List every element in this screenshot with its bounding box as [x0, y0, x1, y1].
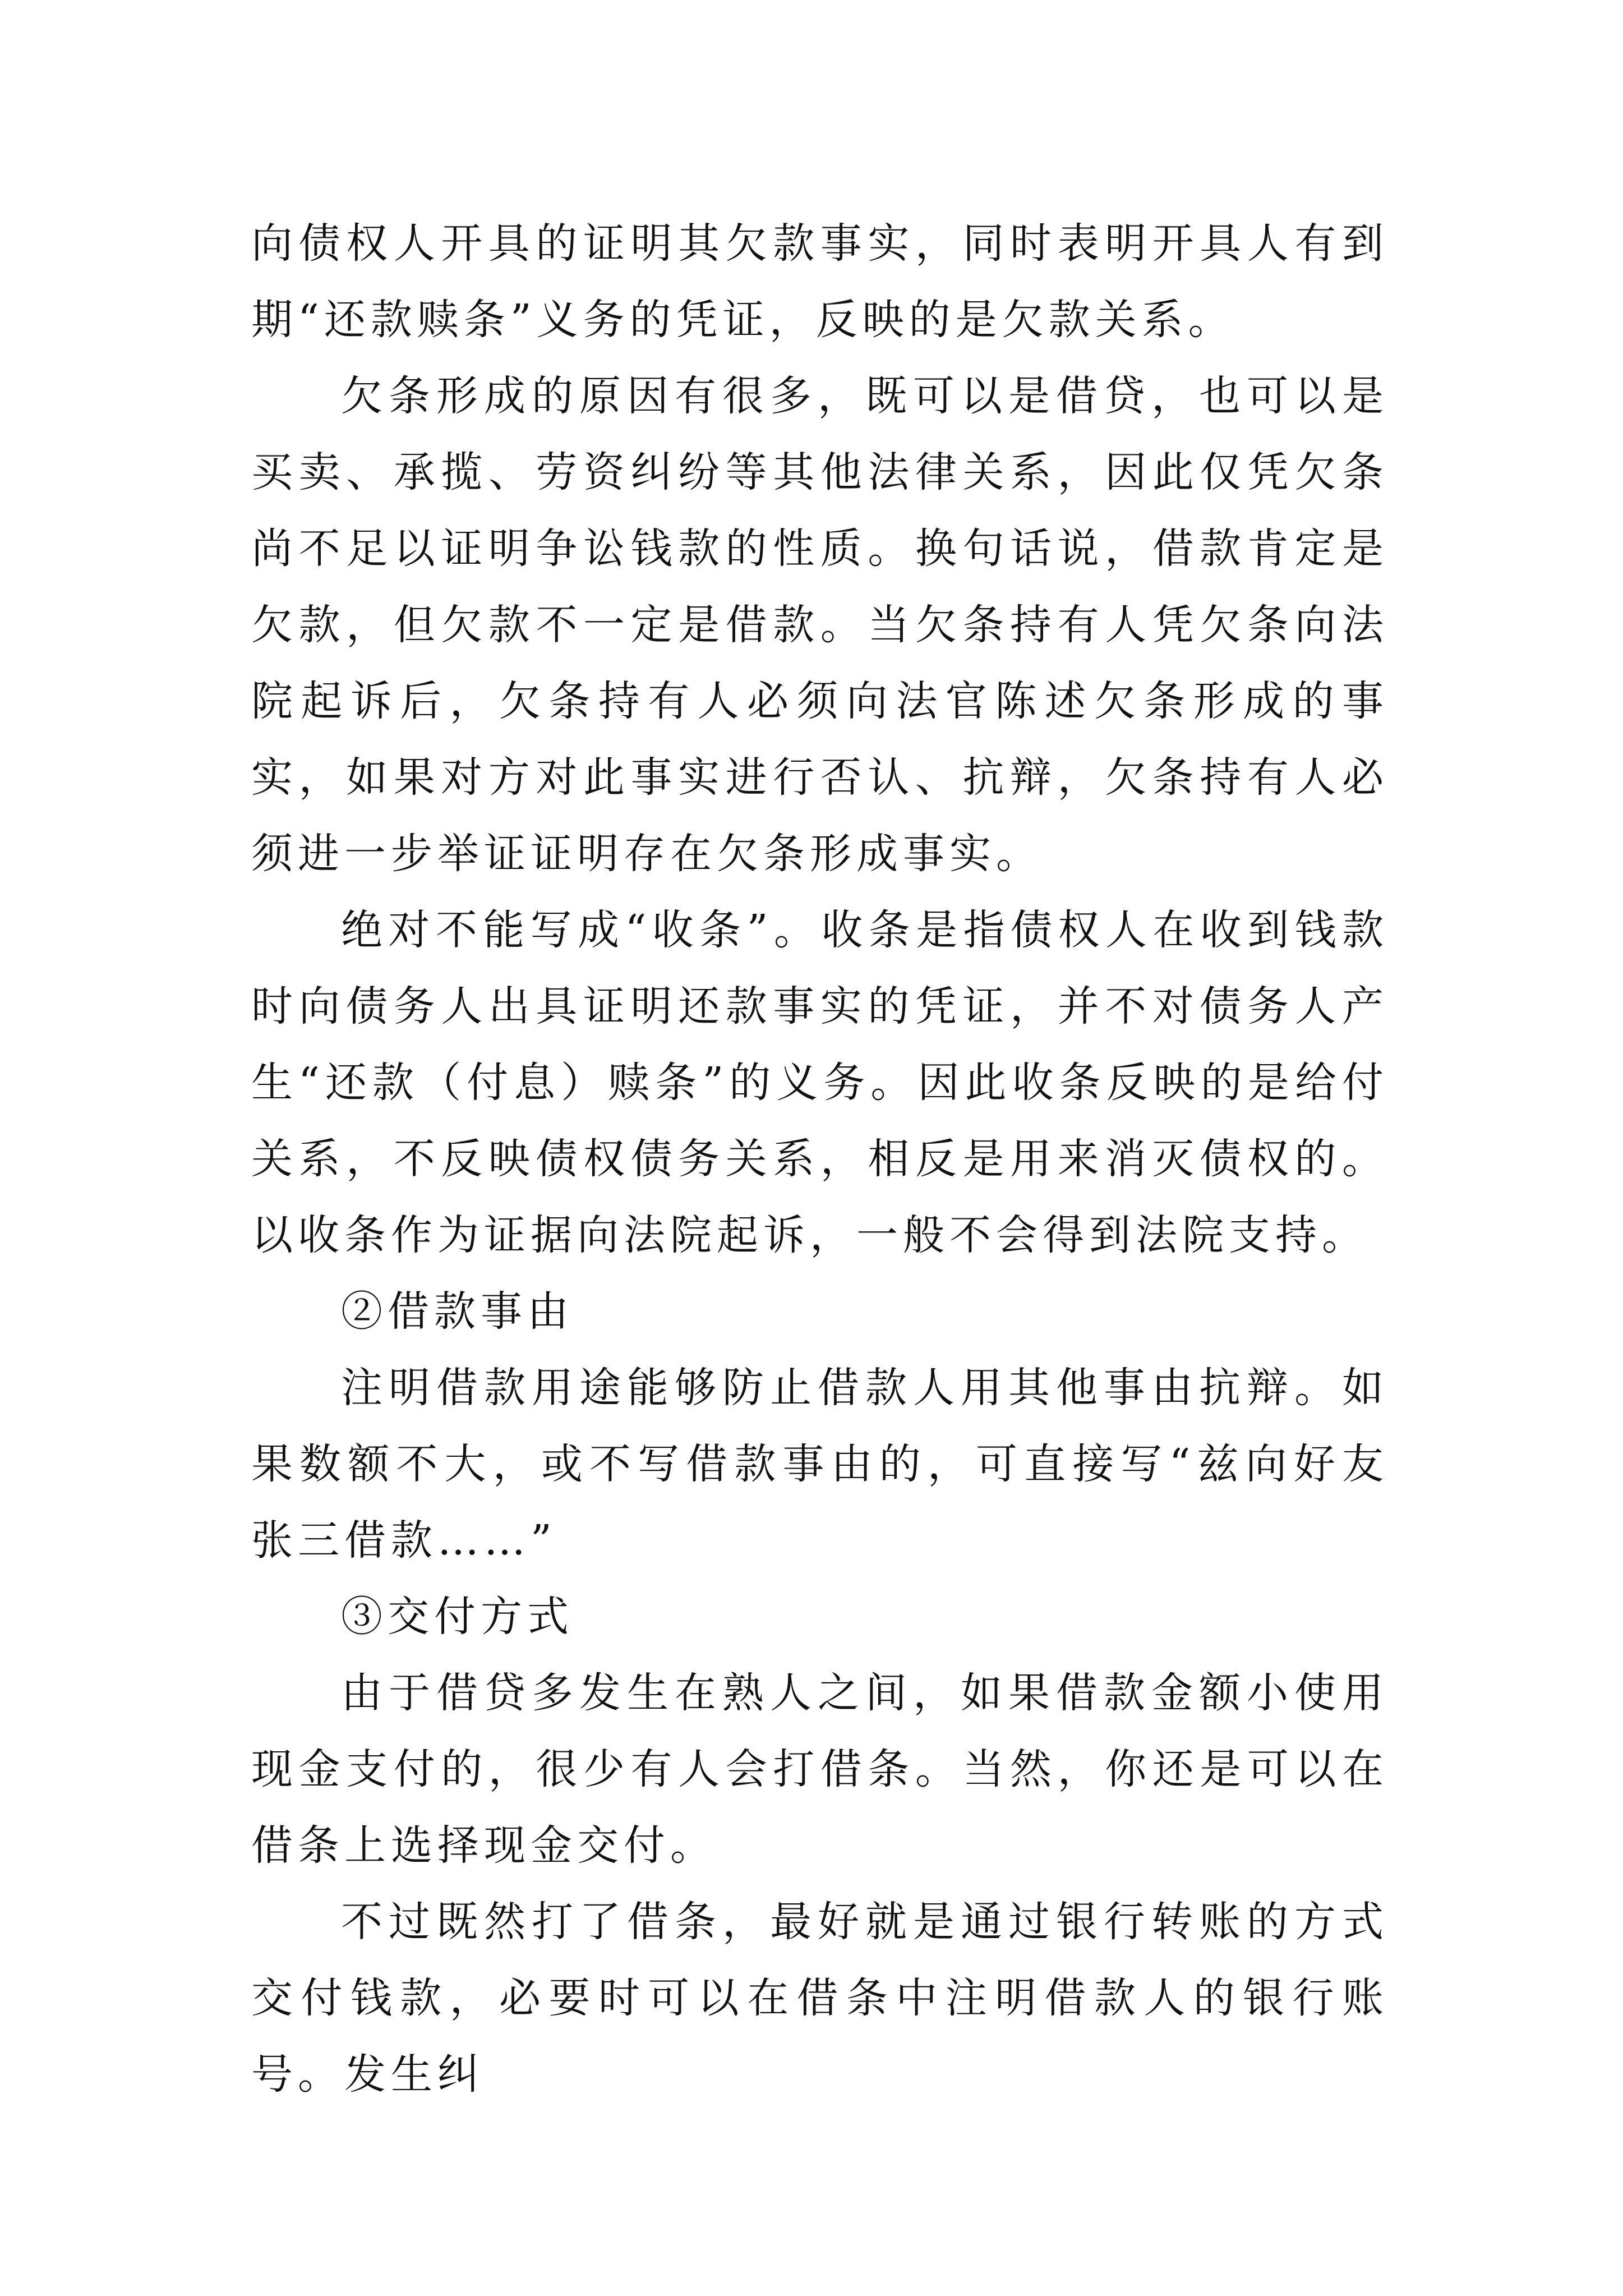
paragraph-payment-cash: 由于借贷多发生在熟人之间，如果借款金额小使用现金支付的，很少有人会打借条。当然，你还是可以在借条上选择现金交付。 [251, 1669, 1389, 1870]
paragraph-payment-transfer: 不过既然打了借条，最好就是通过银行转账的方式交付钱款，必要时可以在借条中注明借款人的银行账号。发生纠 [251, 1898, 1389, 2099]
paragraph-receipt: 绝对不能写成“收条”。收条是指债权人在收到钱款时向债务人出具证明还款事实的凭证，并不对债务人产生“还款（付息）赎条”的义务。因此收条反映的是给付关系，不反映债权债务关系，相反是用来消灭债权的。以收条作为证据向法院起诉，一般不会得到法院支持。 [251, 906, 1389, 1259]
paragraph-iou-origin: 欠条形成的原因有很多，既可以是借贷，也可以是买卖、承揽、劳资纠纷等其他法律关系，因此仅凭欠条尚不足以证明争讼钱款的性质。换句话说，借款肯定是欠款，但欠款不一定是借款。当欠条持有人凭欠条向法院起诉后，欠条持有人必须向法官陈述欠条形成的事实，如果对方对此事实进行否认、抗辩，欠条持有人必须进一步举证证明存在欠条形成事实。 [251, 372, 1389, 878]
heading-payment-method: ③交付方式 [341, 1593, 574, 1641]
body-text [251, 205, 1389, 2113]
heading-loan-reason: ②借款事由 [341, 1287, 574, 1336]
paragraph-continuation: 向债权人开具的证明其欠款事实，同时表明开具人有到期“还款赎条”义务的凭证，反映的是欠款关系。 [251, 219, 1389, 344]
paragraph-loan-reason: 注明借款用途能够防止借款人用其他事由抗辩。如果数额不大，或不写借款事由的，可直接写“兹向好友张三借款……” [251, 1364, 1389, 1565]
